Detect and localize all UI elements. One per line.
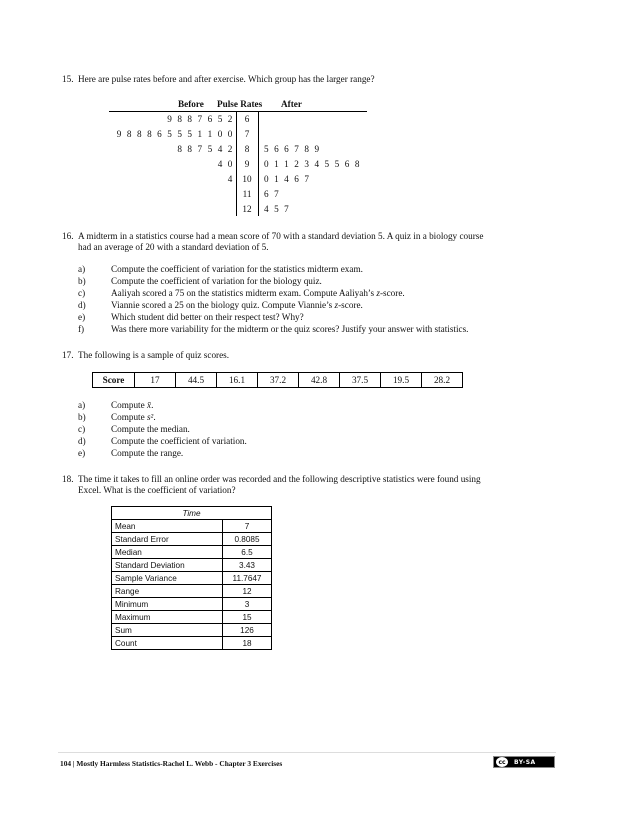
item-symbol: x̄ [146,400,152,410]
table-row [112,533,272,546]
leaves-before: 8 8 7 5 4 2 [177,144,234,154]
item-label: d) [78,300,86,310]
stat-label: Maximum [112,611,223,624]
stem-value: 9 [244,159,250,169]
item-label: a) [78,400,86,410]
item-label: b) [78,276,86,286]
stat-value: 11.7647 [223,572,272,585]
item-label: c) [78,424,86,434]
item-text-suffix: . [151,400,154,410]
score-cell: 17 [135,373,176,388]
item-text [111,400,153,411]
stem-value: 12 [242,204,252,214]
stat-label: Median [112,546,223,559]
creative-commons-icon: cc [496,757,508,767]
item-label: b) [78,412,86,422]
header-stem: Pulse Rates [217,99,263,109]
item-text-italic: z [334,300,339,310]
item-text-main: Aaliyah scored a 75 on the statistics midterm exam. Compute Aaliyah’s [111,288,377,298]
stat-value: 15 [223,611,272,624]
question-number: 16. [62,231,74,241]
footer-rule [58,752,556,753]
table-caption: Time [112,507,272,520]
cc-by-sa-badge [493,756,555,768]
item-text [111,424,190,435]
table-row [112,559,272,572]
score-table [92,372,463,388]
item-text [111,436,247,447]
stem-value: 11 [242,189,252,199]
score-cell: 19.5 [381,373,422,388]
leaves-after: 4 5 7 [264,204,291,214]
stat-label: Count [112,637,223,650]
question-text-line1: The time it takes to fill an online order was recorded and the following descriptive statistics were found using [78,474,481,484]
question-text-line1: A midterm in a statistics course had a mean score of 70 with a standard deviation 5. A quiz in a biology course [78,231,484,241]
question-text: The following is a sample of quiz scores. [78,350,230,360]
item-text-main: Compute the coefficient of variation for the statistics midterm exam. [111,264,363,274]
question-16 [62,231,484,252]
item-text [111,312,304,323]
item-text-main: Compute the coefficient of variation. [111,436,247,446]
item-label: e) [78,448,86,458]
item-label: a) [78,264,86,274]
table-row [112,611,272,624]
stat-label: Sum [112,624,223,637]
table-row [112,598,272,611]
item-text-suffix: . [153,412,156,422]
question-18 [62,474,481,495]
leaves-after: 0 1 4 6 7 [264,174,311,184]
header-after: After [281,99,302,109]
table-row [112,546,272,559]
leaves-before [100,187,234,202]
item-label: f) [78,324,85,334]
table-row [112,585,272,598]
item-text-main: Compute [111,400,147,410]
stat-label: Sample Variance [112,572,223,585]
score-cell: 37.5 [340,373,381,388]
item-text-main: Compute the coefficient of variation for the biology quiz. [111,276,322,286]
item-text-main: Compute the range. [111,448,184,458]
stat-value: 3.43 [223,559,272,572]
stat-label: Standard Deviation [112,559,223,572]
table-row [112,637,272,650]
score-cell: 42.8 [299,373,340,388]
stem-value: 10 [242,174,252,184]
stat-label: Range [112,585,223,598]
stat-value: 126 [223,624,272,637]
item-text-main: Compute [111,412,147,422]
table-row [112,572,272,585]
score-cell: 16.1 [217,373,258,388]
item-text [111,324,468,335]
leaves-before: 9 8 8 7 6 5 2 [167,114,234,124]
descriptive-stats-table [111,506,272,650]
header-before: Before [178,99,204,109]
question-number: 15. [62,74,74,84]
leaves-before: 4 0 [217,159,234,169]
page-footer: 104 | Mostly Harmless Statistics-Rachel L. Webb - Chapter 3 Exercises [60,759,283,768]
table-row [112,520,272,533]
item-text-main: Was there more variability for the midterm or the quiz scores? Justify your answer with statistics. [111,324,469,334]
item-label: d) [78,436,86,446]
question-text-line2: had an average of 20 with a standard deviation of 5. [78,242,269,252]
score-cell: 44.5 [176,373,217,388]
item-label: e) [78,312,86,322]
stat-value: 7 [223,520,272,533]
license-text: BY-SA [514,758,536,766]
stem-value: 6 [244,114,250,124]
item-symbol: s² [146,412,154,422]
item-text [111,276,322,287]
stat-value: 12 [223,585,272,598]
question-number: 18. [62,474,74,484]
question-15 [62,74,375,85]
leaves-after: 5 6 6 7 8 9 [264,144,321,154]
stat-label: Mean [112,520,223,533]
score-cell: 37.2 [258,373,299,388]
item-text-suffix: -score. [338,300,363,310]
stat-value: 3 [223,598,272,611]
stem-value: 7 [244,129,250,139]
question-text-line2: Excel. What is the coefficient of variation? [78,485,236,495]
item-text [111,448,183,459]
leaves-before [100,202,234,217]
item-text [111,288,405,299]
item-text-main: Which student did better on their respect test? Why? [111,312,304,322]
stat-value: 18 [223,637,272,650]
leaves-before: 4 [227,174,234,184]
item-label: c) [78,288,86,298]
stat-value: 0.8085 [223,533,272,546]
stem-divider-right [258,112,259,216]
stem-value: 8 [244,144,250,154]
question-number: 17. [62,350,74,360]
item-text-main: Compute the median. [111,424,190,434]
score-label-cell: Score [93,373,135,388]
table-row [112,624,272,637]
item-text [111,412,156,423]
stat-value: 6.5 [223,546,272,559]
item-text-main: Viannie scored a 25 on the biology quiz. Compute Viannie’s [111,300,335,310]
item-text-suffix: -score. [379,288,405,298]
stat-label: Standard Error [112,533,223,546]
stat-label: Minimum [112,598,223,611]
item-text-italic: z [376,288,380,298]
leaves-after: 0 1 1 2 3 4 5 5 6 8 [264,159,362,169]
question-17 [62,350,230,361]
question-text: Here are pulse rates before and after exercise. Which group has the larger range? [78,74,375,84]
leaves-before: 9 8 8 8 6 5 5 5 1 1 0 0 [116,129,234,139]
item-text [111,264,363,275]
item-text [111,300,363,311]
score-cell: 28.2 [422,373,463,388]
leaves-after: 6 7 [264,189,281,199]
